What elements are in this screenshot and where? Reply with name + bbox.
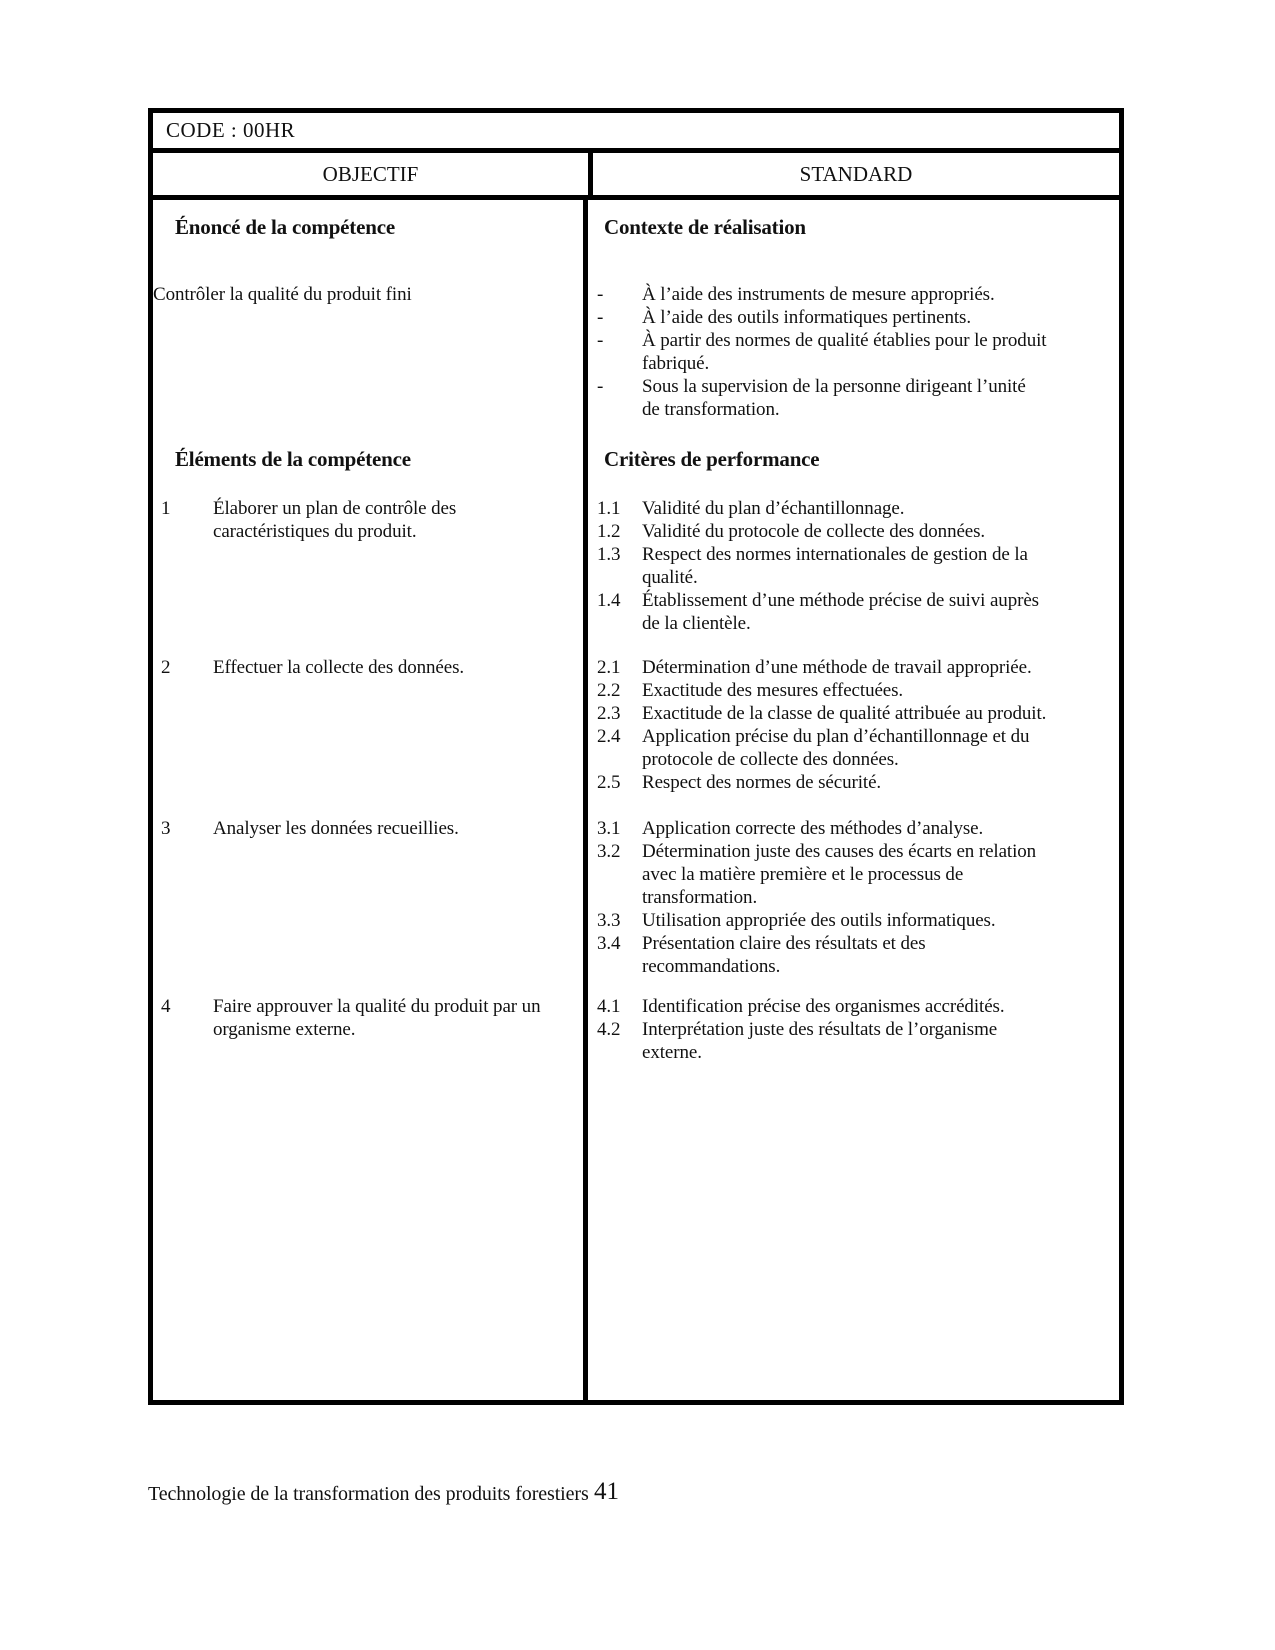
element-item-2 bbox=[153, 656, 583, 679]
element-item-3 bbox=[153, 817, 583, 840]
element-number: 3 bbox=[161, 818, 171, 839]
criterion bbox=[588, 725, 1119, 771]
criterion bbox=[588, 656, 1119, 679]
criterion bbox=[588, 1018, 1119, 1064]
context-item-text: À l’aide des instruments de mesure appropriés. bbox=[642, 284, 995, 305]
criterion-text: Interprétation juste des résultats de l’organisme externe. bbox=[642, 1019, 998, 1063]
criterion bbox=[588, 995, 1119, 1018]
criterion-text: Application précise du plan d’échantillonnage et du protocole de collecte des données. bbox=[642, 726, 1030, 770]
criterion bbox=[588, 497, 1119, 520]
criterion bbox=[588, 817, 1119, 840]
criterion-number: 3.4 bbox=[597, 933, 621, 954]
objectif-cell-enonce-title bbox=[153, 200, 588, 239]
objectif-header: OBJECTIF bbox=[153, 153, 593, 195]
criterion-number: 2.3 bbox=[597, 703, 621, 724]
criterion-text: Utilisation appropriée des outils informatiques. bbox=[642, 910, 996, 931]
context-item bbox=[588, 329, 1119, 375]
criterion-text: Respect des normes de sécurité. bbox=[642, 772, 882, 793]
criterion-text: Respect des normes internationales de gestion de la qualité. bbox=[642, 544, 1028, 588]
objectif-cell-enonce-text bbox=[153, 239, 588, 421]
criterion-number: 1.2 bbox=[597, 521, 621, 542]
standard-cell-criteres-title bbox=[588, 421, 1119, 471]
criterion-number: 3.1 bbox=[597, 818, 621, 839]
context-item bbox=[588, 283, 1119, 306]
criterion bbox=[588, 840, 1119, 909]
elements-title: Éléments de la compétence bbox=[175, 447, 411, 471]
context-item-text: À l’aide des outils informatiques pertinents. bbox=[642, 307, 971, 328]
element-text: Élaborer un plan de contrôle des caractéristiques du produit. bbox=[213, 498, 457, 542]
criterion bbox=[588, 679, 1119, 702]
criterion-number: 4.1 bbox=[597, 996, 621, 1017]
objectif-filler bbox=[153, 1064, 588, 1400]
footer-document-title: Technologie de la transformation des produits forestiers bbox=[148, 1483, 589, 1505]
criterion-text: Exactitude de la classe de qualité attribuée au produit. bbox=[642, 703, 1047, 724]
criterion-number: 2.5 bbox=[597, 772, 621, 793]
criteria-group-2 bbox=[588, 635, 1119, 794]
bullet-dash: - bbox=[597, 330, 604, 351]
context-item-text: À partir des normes de qualité établies pour le produit fabriqué. bbox=[642, 330, 1047, 374]
element-row bbox=[153, 794, 588, 978]
standard-header: STANDARD bbox=[799, 162, 913, 186]
bullet-dash: - bbox=[597, 307, 604, 328]
objectif-cell-elements-title bbox=[153, 421, 588, 471]
criterion-number: 1.3 bbox=[597, 544, 621, 565]
criterion-text: Validité du plan d’échantillonnage. bbox=[642, 498, 905, 519]
criterion-text: Détermination juste des causes des écarts en relation avec la matière première et le processus de transformation. bbox=[642, 841, 1037, 908]
standard-filler bbox=[588, 1064, 1119, 1400]
criterion-number: 3.3 bbox=[597, 910, 621, 931]
standard-cell-contexte-title bbox=[588, 200, 1119, 239]
element-row bbox=[153, 471, 588, 635]
criterion-text: Application correcte des méthodes d’analyse. bbox=[642, 818, 984, 839]
context-item-text: Sous la supervision de la personne dirigeant l’unité de transformation. bbox=[642, 376, 1026, 420]
element-number: 4 bbox=[161, 996, 171, 1017]
code-row bbox=[153, 113, 1119, 153]
criteria-group-4 bbox=[588, 978, 1119, 1064]
bullet-dash: - bbox=[597, 376, 604, 397]
element-text: Faire approuver la qualité du produit par un organisme externe. bbox=[213, 996, 541, 1040]
criterion bbox=[588, 932, 1119, 978]
element-text: Analyser les données recueillies. bbox=[213, 818, 459, 839]
element-number: 2 bbox=[161, 657, 171, 678]
table-body bbox=[153, 200, 1119, 1400]
criterion-number: 3.2 bbox=[597, 841, 621, 862]
criterion bbox=[588, 702, 1119, 725]
criterion-text: Détermination d’une méthode de travail appropriée. bbox=[642, 657, 1032, 678]
criterion-text: Établissement d’une méthode précise de suivi auprès de la clientèle. bbox=[642, 590, 1039, 634]
criterion bbox=[588, 771, 1119, 794]
criterion-number: 2.1 bbox=[597, 657, 621, 678]
criterion bbox=[588, 589, 1119, 635]
element-text: Effectuer la collecte des données. bbox=[213, 657, 465, 678]
column-headers bbox=[153, 153, 1119, 200]
criteria-group-3 bbox=[588, 794, 1119, 978]
standard-cell-contexte-items bbox=[588, 239, 1119, 421]
criterion bbox=[588, 520, 1119, 543]
criterion-number: 4.2 bbox=[597, 1019, 621, 1040]
criterion-text: Validité du protocole de collecte des données. bbox=[642, 521, 986, 542]
enonce-title: Énoncé de la compétence bbox=[175, 215, 395, 239]
element-number: 1 bbox=[161, 498, 171, 519]
criterion-number: 1.4 bbox=[597, 590, 621, 611]
context-item bbox=[588, 375, 1119, 421]
criterion-number: 2.2 bbox=[597, 680, 621, 701]
element-row bbox=[153, 635, 588, 794]
competency-statement: Contrôler la qualité du produit fini bbox=[153, 284, 412, 305]
criteres-title: Critères de performance bbox=[604, 447, 820, 471]
page-number: 41 bbox=[594, 1478, 619, 1505]
context-item bbox=[588, 306, 1119, 329]
criteria-group-1 bbox=[588, 471, 1119, 635]
criterion-number: 1.1 bbox=[597, 498, 621, 519]
criterion-text: Présentation claire des résultats et des recommandations. bbox=[642, 933, 926, 977]
criterion-text: Exactitude des mesures effectuées. bbox=[642, 680, 904, 701]
code-label: CODE : 00HR bbox=[166, 118, 296, 142]
contexte-title: Contexte de réalisation bbox=[604, 215, 806, 239]
criterion bbox=[588, 909, 1119, 932]
element-item-4 bbox=[153, 995, 583, 1041]
competency-table bbox=[148, 108, 1124, 1405]
criterion bbox=[588, 543, 1119, 589]
criterion-text: Identification précise des organismes accrédités. bbox=[642, 996, 1005, 1017]
bullet-dash: - bbox=[597, 284, 604, 305]
criterion-number: 2.4 bbox=[597, 726, 621, 747]
element-item-1 bbox=[153, 497, 583, 543]
element-row bbox=[153, 978, 588, 1064]
